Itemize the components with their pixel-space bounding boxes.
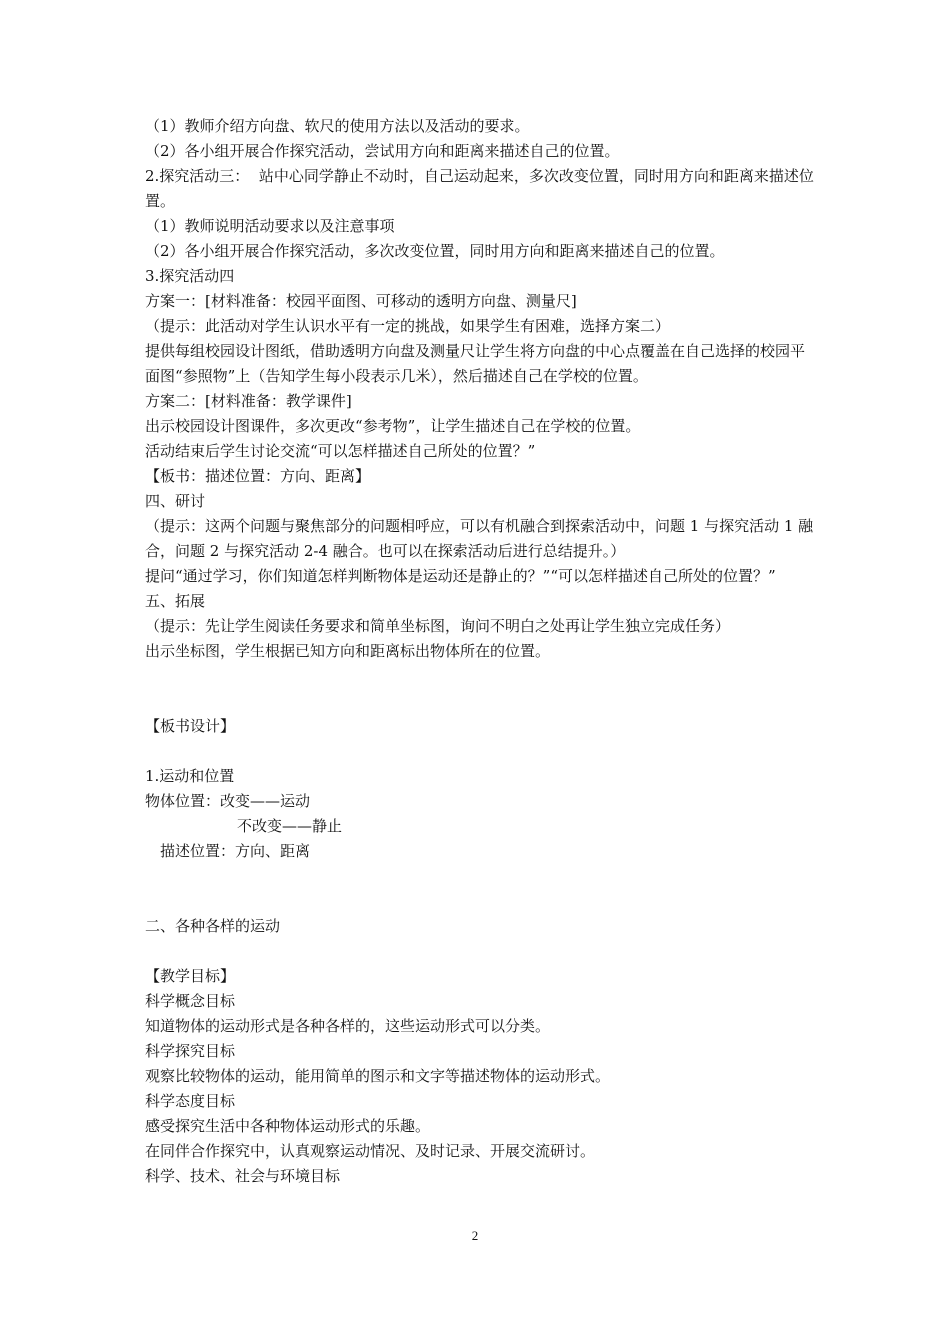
- board-design-title: 【板书设计】: [145, 717, 236, 735]
- paragraph-line: （提示：此活动对学生认识水平有一定的挑战，如果学生有困难，选择方案二）: [145, 317, 671, 335]
- paragraph-line: 方案一：[材料准备：校园平面图、可移动的透明方向盘、测量尺]: [145, 292, 577, 310]
- spacer: [145, 739, 817, 764]
- goals-title: 【教学目标】: [145, 967, 236, 985]
- section-heading: 四、研讨: [145, 492, 206, 510]
- document-body: [145, 114, 817, 1189]
- paragraph-line: （1）教师说明活动要求以及注意事项: [145, 217, 395, 235]
- spacer: [145, 939, 817, 964]
- goals-line: 科学探究目标: [145, 1042, 236, 1060]
- paragraph-line: （1）教师介绍方向盘、软尺的使用方法以及活动的要求。: [145, 117, 530, 135]
- paragraph-line: 2.探究活动三： 站中心同学静止不动时，自己运动起来，多次改变位置，同时用方向和距离来描述位置。: [145, 167, 814, 210]
- paragraph-line: 【板书：描述位置：方向、距离】: [145, 467, 371, 485]
- goals-line: 感受探究生活中各种物体运动形式的乐趣。: [145, 1117, 431, 1135]
- paragraph-line: （提示：先让学生阅读任务要求和简单坐标图，询问不明白之处再让学生独立完成任务）: [145, 617, 731, 635]
- section-title: 二、各种各样的运动: [145, 917, 281, 935]
- board-row: 不改变——静止: [237, 817, 343, 835]
- spacer: [145, 864, 817, 914]
- paragraph-line: 提供每组校园设计图纸，借助透明方向盘及测量尺让学生将方向盘的中心点覆盖在自己选择的校园平面图“参照物”上（告知学生每小段表示几米），然后描述自己在学校的位置。: [145, 342, 806, 385]
- paragraph-line: 出示校园设计图课件，多次更改“参考物”，让学生描述自己在学校的位置。: [145, 417, 641, 435]
- paragraph-line: 提问“通过学习，你们知道怎样判断物体是运动还是静止的？”“可以怎样描述自己所处的位置？”: [145, 567, 776, 585]
- goals-line: 科学概念目标: [145, 992, 236, 1010]
- paragraph-line: 活动结束后学生讨论交流“可以怎样描述自己所处的位置？”: [145, 442, 536, 460]
- paragraph-line: （提示：这两个问题与聚焦部分的问题相呼应，可以有机融合到探索活动中，问题 1 与探究活动 1 融合，问题 2 与探究活动 2-4 融合。也可以在探索活动后进行总结提升。）: [145, 517, 814, 560]
- paragraph-line: （2）各小组开展合作探究活动，尝试用方向和距离来描述自己的位置。: [145, 142, 620, 160]
- section-heading: 五、拓展: [145, 592, 206, 610]
- board-row: 物体位置：改变——运动: [145, 792, 311, 810]
- board-row: 描述位置：方向、距离: [160, 842, 311, 860]
- goals-line: 观察比较物体的运动，能用简单的图示和文字等描述物体的运动形式。: [145, 1067, 611, 1085]
- goals-line: 在同伴合作探究中，认真观察运动情况、及时记录、开展交流研讨。: [145, 1142, 596, 1160]
- goals-line: 知道物体的运动形式是各种各样的，这些运动形式可以分类。: [145, 1017, 551, 1035]
- paragraph-line: 出示坐标图，学生根据已知方向和距离标出物体所在的位置。: [145, 642, 551, 660]
- spacer: [145, 664, 817, 714]
- paragraph-line: 3.探究活动四: [145, 267, 235, 285]
- page-number: 2: [471, 1228, 479, 1243]
- board-heading: 1.运动和位置: [145, 767, 235, 785]
- paragraph-line: 方案二：[材料准备：教学课件]: [145, 392, 352, 410]
- goals-line: 科学态度目标: [145, 1092, 236, 1110]
- paragraph-line: （2）各小组开展合作探究活动，多次改变位置，同时用方向和距离来描述自己的位置。: [145, 242, 725, 260]
- goals-line: 科学、技术、社会与环境目标: [145, 1167, 341, 1185]
